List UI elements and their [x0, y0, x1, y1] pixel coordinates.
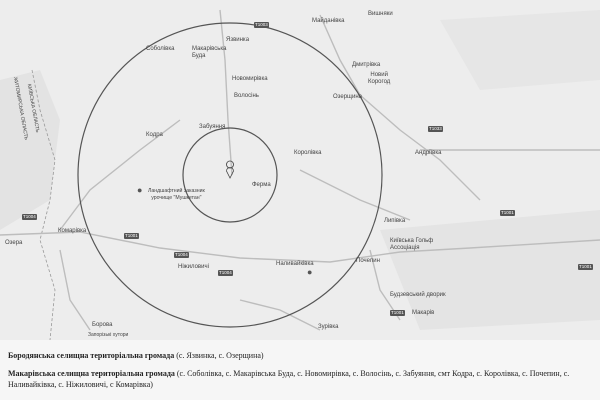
landmark-pin-icon[interactable]: ●	[137, 185, 143, 195]
settlement-zabuiannia[interactable]: Забуяння	[199, 124, 226, 130]
settlement-nalyvaikivka[interactable]: Наливайківка	[276, 261, 314, 267]
settlement-makarivska-buda[interactable]: Макарівська Буда	[192, 46, 227, 59]
road-shield-8: T1001	[579, 264, 592, 269]
settlement-ozershchyna[interactable]: Озерщина	[333, 94, 362, 100]
settlement-yazvynka[interactable]: Язвинка	[226, 37, 250, 43]
road-shield-7: T1001	[501, 210, 514, 215]
settlement-novyi-korohod[interactable]: Новий Корогод	[368, 72, 391, 85]
settlement-makariv[interactable]: Макарів	[412, 310, 435, 316]
road-shield-6: T1004	[23, 214, 36, 219]
settlement-kodra[interactable]: Кодра	[146, 132, 163, 138]
caption-makariv-villages: (с. Соболівка, с. Макарівська Буда, с. Новомирівка, с. Волосінь, с. Забуяння, смт Кодра, с. Королівка, с. Почепин, с. Наливайківка, с. Ніжиловичі, с Комарівка)	[8, 369, 570, 389]
settlement-vyshnyky[interactable]: Вишняки	[368, 11, 393, 17]
settlement-ferma[interactable]: Ферма	[252, 182, 271, 188]
settlement-borova[interactable]: Борова	[92, 322, 113, 328]
settlement-dmytrivka[interactable]: Дмитрівка	[352, 62, 381, 68]
caption-makariv	[8, 368, 592, 390]
outer-radius-circle	[78, 23, 382, 327]
road-shield-4: T1004	[175, 252, 188, 257]
landmark-zakaznyk[interactable]: Ландшафтний заказник урочище "Мушкетан"	[148, 188, 205, 201]
settlement-komarivka[interactable]: Комарівка	[58, 228, 87, 234]
region-label-zhytomyr: ЖИТОМИРСЬКА ОБЛАСТЬ	[11, 76, 29, 141]
road-shield-2: T1033	[429, 126, 442, 131]
road-shield-9: T1001	[391, 310, 404, 315]
caption-borodianka-villages: (с. Язвинка, с. Озерщина)	[174, 351, 264, 360]
landmark-budzhevskyi[interactable]: Будзевський дворик	[390, 292, 446, 298]
caption-makariv-title: Макарівська селищна територіальна громада	[8, 369, 175, 378]
caption-borodianka	[8, 350, 592, 361]
settlement-novomyrivka[interactable]: Новомирівка	[232, 76, 268, 82]
road-shield-3: T1001	[125, 233, 138, 238]
settlement-korolivka[interactable]: Королівка	[294, 150, 322, 156]
settlement-andriivka[interactable]: Андріївка	[415, 150, 442, 156]
center-pin-icon[interactable]	[227, 161, 234, 178]
region-label-kyiv: КИЇВСЬКА ОБЛАСТЬ	[25, 83, 41, 134]
settlement-sobolivka[interactable]: Соболівка	[146, 46, 175, 52]
settlement-volosin[interactable]: Волосінь	[234, 93, 259, 99]
landmark-zaporizkyi[interactable]: Запорізькі хутори	[88, 332, 129, 338]
settlement-maidanivka[interactable]: Майданівка	[312, 18, 345, 24]
settlement-ozera[interactable]: Озера	[5, 240, 23, 246]
settlement-nyzhylovychi[interactable]: Ніжиловичі	[178, 264, 209, 270]
settlement-lypivka[interactable]: Липівка	[384, 218, 406, 224]
road-shield-1: T1003	[255, 22, 268, 27]
settlement-pochepyn[interactable]: Почепин	[356, 258, 380, 264]
landmark-kyiv-golf[interactable]: Київська Гольф Ассоціація	[390, 238, 434, 251]
nalyvaikivka-pin-icon[interactable]: ●	[307, 267, 313, 277]
caption-borodianka-title: Бородянська селищна територіальна громада	[8, 351, 175, 360]
road-shield-5: T1004	[219, 270, 232, 275]
settlement-zurivka[interactable]: Зурівка	[318, 324, 339, 330]
